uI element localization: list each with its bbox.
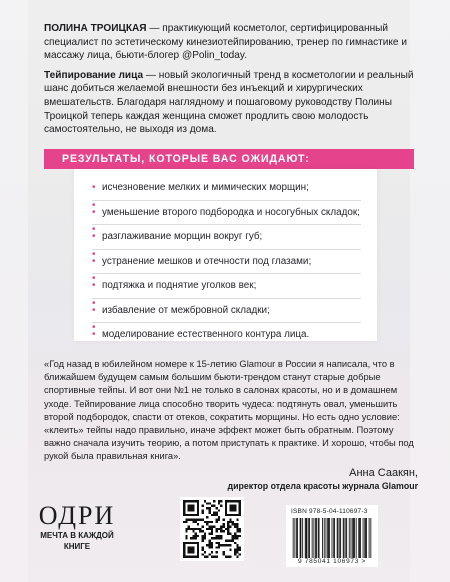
result-divider <box>92 273 361 274</box>
result-item: • моделирование естественного контура лица. <box>92 329 367 342</box>
barcode-bars <box>291 518 373 558</box>
barcode-digits: 9 785041 106973 > <box>297 558 367 565</box>
review-quote: «Год назад в юбилейном номере к 15-летию Glamour в России я написала, что в ближайшем будущем самым большим бьюти-трендом станут старые добрые спортивные тейпы. И вот они №1 не только в салонах красоты, но и в домашнем уходе. Тейпирование лица способно творить чудеса: подтянуть овал, уменьшить второй подбородок, спасти от отеков, сократить морщины. Но есть одно условие: «клеить» тейпы надо правильно, иначе эффект может быть обратным. Поэтому важно сначала изучить теорию, а потом приступать к практике. И хорошо, чтобы под рукой была правильная книга». <box>44 359 414 462</box>
publisher-tagline-2: КНИГЕ <box>63 542 91 551</box>
result-item: • избавление от межбровной складки; <box>92 305 367 318</box>
result-divider <box>92 200 361 201</box>
left-margin-band <box>0 0 28 582</box>
publisher-logo <box>32 503 122 551</box>
author-name-quote: Анна Саакян, <box>349 467 418 479</box>
bio-text-2: — новый экологичный тренд в косметологии и реальный шанс добиться желаемой внешности без инъекций и хирургических вмешательств. Благодаря наглядному и пошаговому руководству Полины Троицкой теперь каждая женщина сможет продлить свою молодость самостоятельно, не выходя из дома. <box>44 69 414 136</box>
publisher-tagline-1: МЕЧТА В КАЖДОЙ <box>40 531 114 540</box>
isbn-label: ISBN 978-5-04-110697-3 <box>291 508 368 515</box>
results-panel <box>74 169 377 341</box>
results-list <box>74 169 377 342</box>
result-item: • разглаживание морщин вокруг губ; <box>92 231 367 244</box>
isbn-barcode <box>286 505 378 567</box>
result-divider <box>92 322 361 323</box>
bio-text-1: — практикующий косметолог, сертифицированный специалист по эстетическому кинезиотейпированию, тренер по гимнастике и массажу лица, бьюти-блогер @Polin_today. <box>44 23 407 62</box>
result-item: • устранение мешков и отечности под глазами; <box>92 256 367 269</box>
results-heading-banner: РЕЗУЛЬТАТЫ, КОТОРЫЕ ВАС ОЖИДАЮТ: <box>44 149 414 169</box>
qr-code <box>180 497 244 561</box>
result-divider <box>92 249 361 250</box>
quote-author <box>228 466 418 492</box>
result-item: • уменьшение второго подбородка и носогубных складок; <box>92 207 367 220</box>
author-bio <box>44 22 414 137</box>
bio-paragraph-2 <box>44 69 414 137</box>
author-role: директор отдела красоты журнала Glamour <box>227 481 418 491</box>
bio-term: Тейпирование лица <box>44 69 144 81</box>
result-item: • исчезновение мелких и мимических морщин; <box>92 182 367 195</box>
bio-paragraph-1 <box>44 22 414 63</box>
result-item: • подтяжка и поднятие уголков век; <box>92 280 367 293</box>
author-name: ПОЛИНА ТРОИЦКАЯ <box>44 23 147 34</box>
result-divider <box>92 298 361 299</box>
right-margin-band <box>410 0 450 582</box>
result-divider <box>92 224 361 225</box>
publisher-brand: ОДРИ <box>38 501 116 530</box>
